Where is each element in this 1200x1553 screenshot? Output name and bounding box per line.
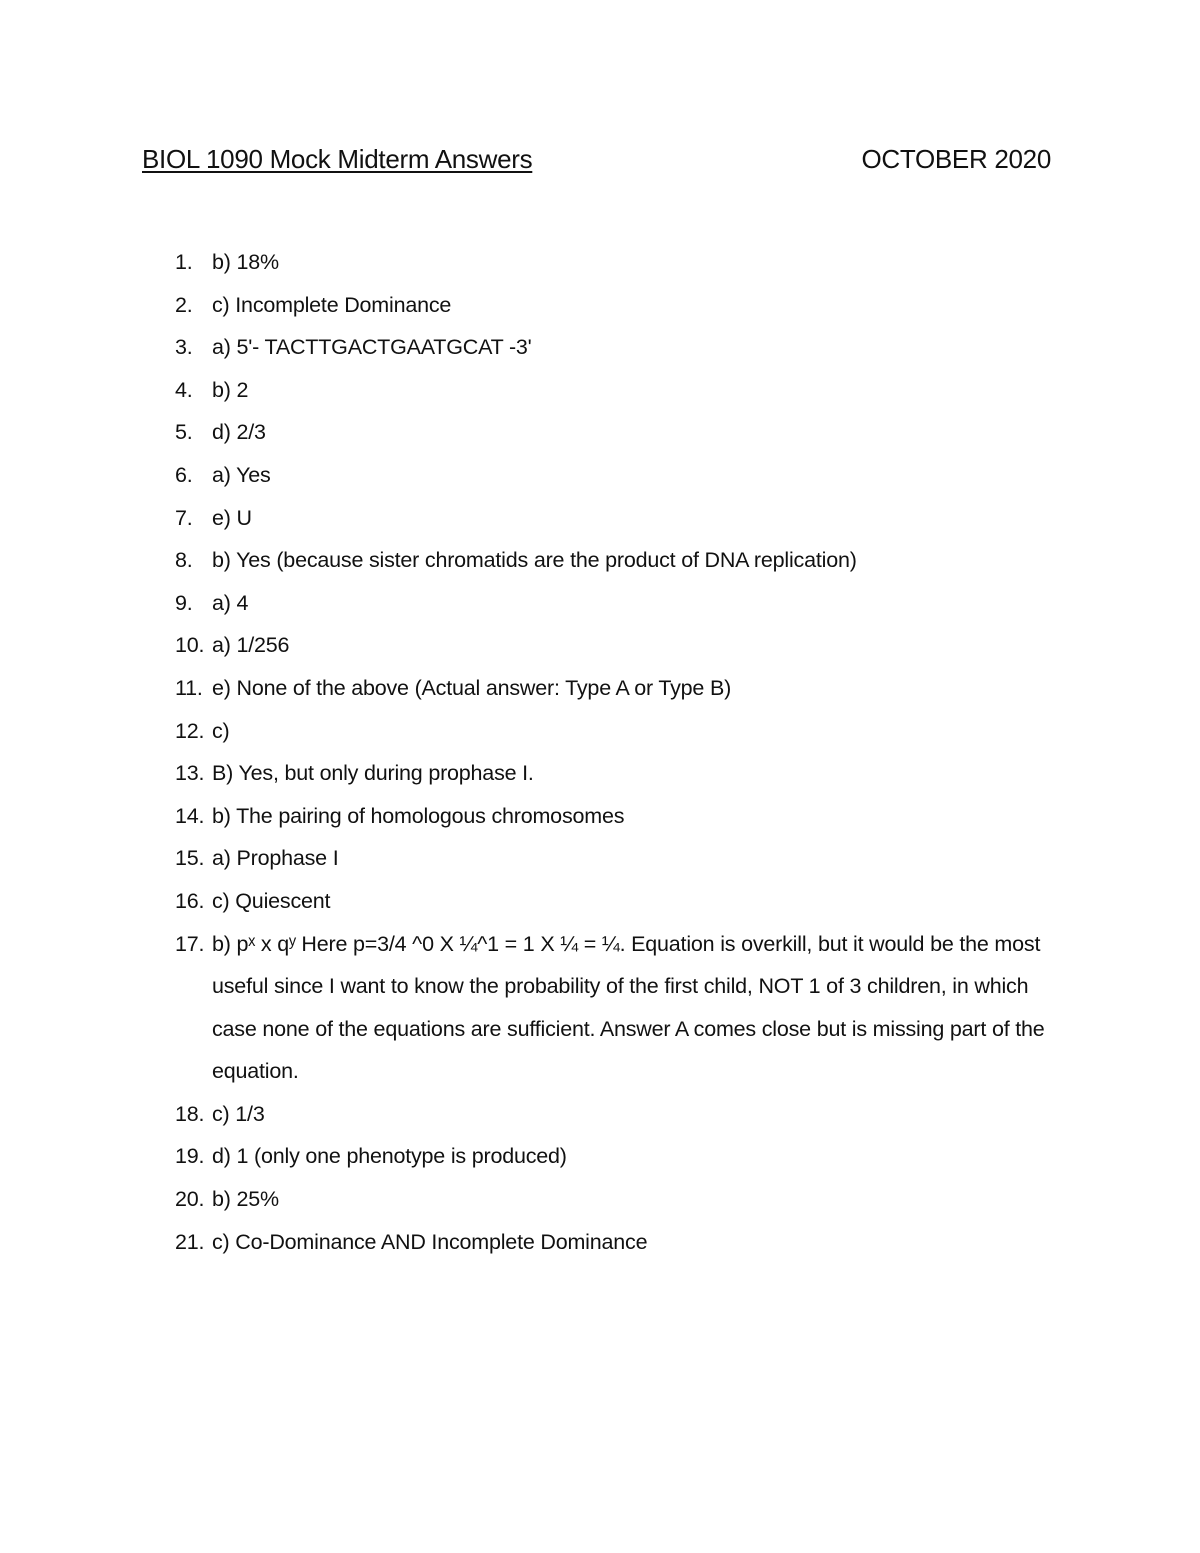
answer-item: [175, 710, 1075, 753]
answer-text: b) pˣ x qʸ Here p=3/4 ^0 X ¼^1 = 1 X ¼ = ¼. Equation is overkill, but it would be the most useful since I want to know the probability of the first child, NOT 1 of 3 children, in which case none of the equations are sufficient. Answer A comes close but is missing part of the equation.: [212, 931, 1045, 1084]
answer-item: [175, 837, 1075, 880]
answer-number: 14.: [175, 803, 205, 828]
answer-number: 20.: [175, 1187, 205, 1212]
answer-number: 4.: [175, 377, 193, 402]
answer-item: [175, 369, 1075, 412]
answer-text: b) Yes (because sister chromatids are the product of DNA replication): [212, 548, 857, 573]
answer-item: [175, 241, 1075, 284]
answer-text: c) 1/3: [212, 1101, 265, 1126]
answer-text: a) Yes: [212, 462, 271, 487]
answer-number: 21.: [175, 1229, 205, 1254]
answer-number: 16.: [175, 888, 205, 913]
answer-item: [175, 284, 1075, 327]
answer-number: 11.: [175, 675, 203, 700]
answer-number: 6.: [175, 462, 193, 487]
answer-number: 15.: [175, 846, 205, 871]
answer-item: [175, 1135, 1075, 1178]
answer-number: 13.: [175, 761, 205, 786]
answer-text: c) Incomplete Dominance: [212, 292, 452, 317]
answer-text: d) 2/3: [212, 420, 266, 445]
answer-text: b) The pairing of homologous chromosomes: [212, 803, 625, 828]
answer-number: 3.: [175, 335, 193, 360]
answer-item: [175, 539, 1075, 582]
document-date: OCTOBER 2020: [861, 144, 1051, 174]
answer-item: [175, 667, 1075, 710]
answer-number: 7.: [175, 505, 193, 530]
answer-text: a) Prophase I: [212, 846, 339, 871]
answer-item: [175, 454, 1075, 497]
answer-list: [175, 241, 1075, 1263]
answer-text: e) None of the above (Actual answer: Type A or Type B): [212, 675, 732, 700]
answer-number: 18.: [175, 1101, 205, 1126]
answer-item: [175, 497, 1075, 540]
answer-text: a) 4: [212, 590, 249, 615]
answer-text: c) Co-Dominance AND Incomplete Dominance: [212, 1229, 648, 1254]
answer-text: b) 18%: [212, 250, 279, 274]
answer-item: [175, 923, 1075, 1093]
answer-number: 5.: [175, 420, 193, 445]
answer-number: 9.: [175, 590, 193, 615]
answer-item: [175, 1178, 1075, 1221]
answer-item: [175, 411, 1075, 454]
answer-number: 8.: [175, 548, 193, 573]
answer-number: 10.: [175, 633, 205, 658]
answer-item: [175, 880, 1075, 923]
answer-text: B) Yes, but only during prophase I.: [212, 761, 534, 786]
answer-item: [175, 326, 1075, 369]
answer-text: c) Quiescent: [212, 888, 331, 913]
document-title: BIOL 1090 Mock Midterm Answers: [142, 144, 533, 174]
answer-number: 1.: [175, 250, 193, 274]
answer-number: 19.: [175, 1144, 205, 1169]
answer-item: [175, 1221, 1075, 1264]
answer-text: b) 2: [212, 377, 249, 402]
answer-number: 2.: [175, 292, 193, 317]
answer-text: e) U: [212, 505, 252, 530]
answer-text: c): [212, 718, 230, 743]
answer-text: a) 5'- TACTTGACTGAATGCAT -3': [212, 335, 532, 360]
answer-item: [175, 752, 1075, 795]
answer-text: d) 1 (only one phenotype is produced): [212, 1144, 567, 1169]
answer-number: 17.: [175, 931, 205, 956]
answer-text: b) 25%: [212, 1187, 279, 1212]
answer-item: [175, 624, 1075, 667]
answer-item: [175, 582, 1075, 625]
answer-item: [175, 795, 1075, 838]
answer-text: a) 1/256: [212, 633, 290, 658]
answer-number: 12.: [175, 718, 205, 743]
answer-item: [175, 1093, 1075, 1136]
